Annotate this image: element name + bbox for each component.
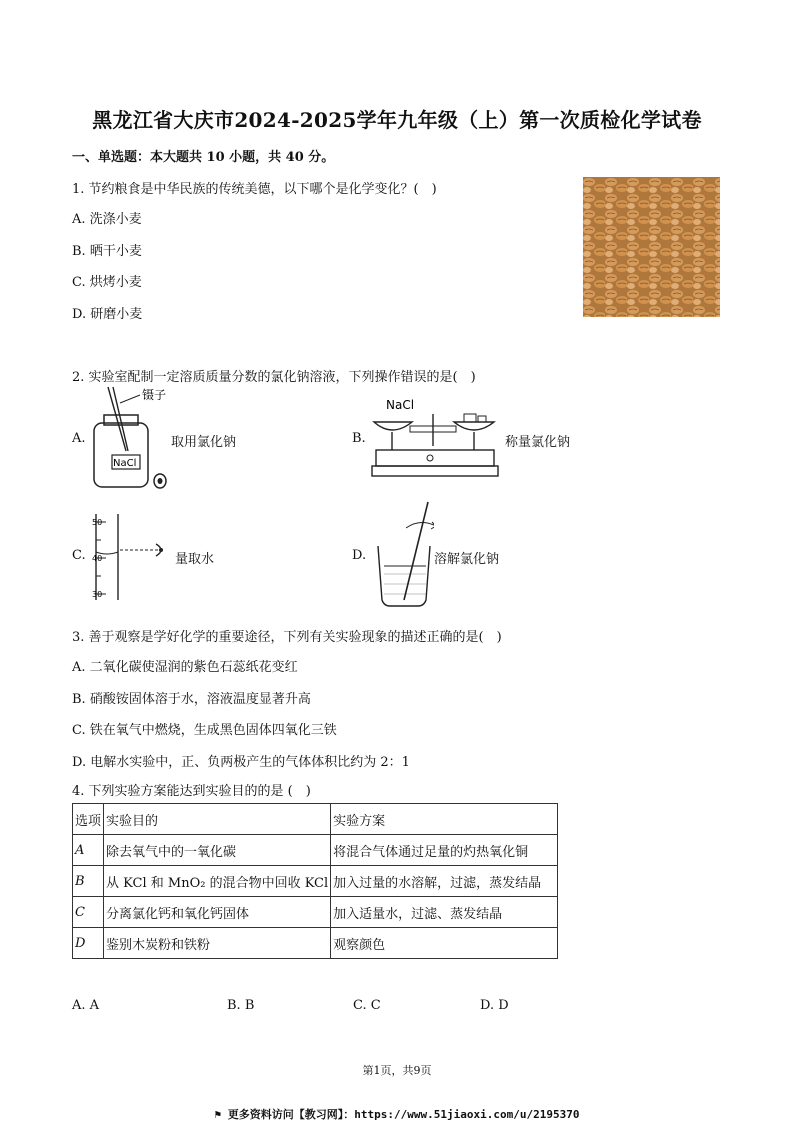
table-row [73,897,558,928]
q2-option-a-letter: A. [72,431,86,446]
question-4-stem: 4. 下列实验方案能达到实验目的的是 ( ) [72,784,311,799]
q2-d-caption: 溶解氯化钠 [434,552,500,567]
q2-c-tick-30: 30 [92,590,103,599]
question-1-option-c: C. 烘烤小麦 [72,275,142,290]
q2-b-caption: 称量氯化钠 [505,435,571,450]
table-cell: 除去氧气中的一氧化碳 [104,835,331,866]
q2-b-nacl-label: NaCl [386,398,415,412]
table-cell: A [73,835,104,866]
page-title: 黑龙江省大庆市2024-2025学年九年级（上）第一次质检化学试卷 [92,108,702,132]
question-2-stem: 2. 实验室配制一定溶质质量分数的氯化钠溶液，下列操作错误的是( ) [72,370,476,385]
question-3-stem: 3. 善于观察是学好化学的重要途径，下列有关实验现象的描述正确的是( ) [72,630,502,645]
table-cell: 加入适量水，过滤、蒸发结晶 [331,897,558,928]
question-3-option-a: A. 二氧化碳使湿润的紫色石蕊纸花变红 [72,660,298,675]
table-cell: 观察颜色 [331,928,558,959]
table-cell: 将混合气体通过足量的灼热氧化铜 [331,835,558,866]
question-4-option-a: A. A [72,998,100,1013]
table-header-row [73,804,558,835]
resource-link-text[interactable]: 更多资料访问【教习网】：https://www.51jiaoxi.com/u/2195370 [227,1108,580,1121]
table-header-cell: 实验方案 [331,804,558,835]
question-4-option-c: C. C [353,998,381,1013]
question-1-option-d: D. 研磨小麦 [72,307,143,322]
q2-option-d-letter: D. [352,548,367,563]
table-cell: D [73,928,104,959]
question-1-option-b: B. 晒干小麦 [72,244,142,259]
question-1-stem: 1. 节约粮食是中华民族的传统美德，以下哪个是化学变化？( ) [72,182,437,197]
q2-option-b-letter: B. [352,431,366,446]
flag-icon: ⚑ [214,1108,228,1121]
page-footer: 第1页，共9页 [362,1064,432,1077]
table-cell: C [73,897,104,928]
table-header-cell: 实验目的 [104,804,331,835]
q2-a-figure [86,385,176,495]
question-4-option-d: D. D [480,998,509,1013]
section-heading: 一、单选题：本大题共 10 小题，共 40 分。 [72,150,335,165]
q2-c-tick-50: 50 [92,518,103,527]
table-cell: B [73,866,104,897]
question-3-option-c: C. 铁在氧气中燃烧，生成黑色固体四氧化三铁 [72,723,337,738]
table-cell: 分离氯化钙和氧化钙固体 [104,897,331,928]
q2-c-cylinder-figure [86,510,176,602]
table-row [73,866,558,897]
table-header-cell: 选项 [73,804,104,835]
table-cell: 从 KCl 和 MnO₂ 的混合物中回收 KCl [104,866,331,897]
question-4-table [72,803,558,959]
table-cell: 加入过量的水溶解，过滤，蒸发结晶 [331,866,558,897]
question-1-option-a: A. 洗涤小麦 [72,212,142,227]
q2-c-tick-40: 40 [92,554,103,563]
q2-a-caption: 取用氯化钠 [171,435,237,450]
question-3-option-b: B. 硝酸铵固体溶于水，溶液温度显著升高 [72,692,311,707]
q2-b-balance-figure [370,394,505,486]
q2-option-c-letter: C. [72,548,86,563]
wheat-grain-photo [583,177,720,317]
resource-link[interactable] [0,1106,794,1122]
q2-a-nacl-label: NaCl [113,458,137,469]
question-3-option-d: D. 电解水实验中，正、负两极产生的气体体积比约为 2：1 [72,755,410,770]
table-row [73,928,558,959]
q2-a-tweezers-label: 镊子 [142,388,167,402]
table-cell: 鉴别木炭粉和铁粉 [104,928,331,959]
question-4-option-b: B. B [227,998,255,1013]
q2-c-caption: 量取水 [175,552,215,567]
q2-d-beaker-figure [374,500,434,610]
table-row [73,835,558,866]
